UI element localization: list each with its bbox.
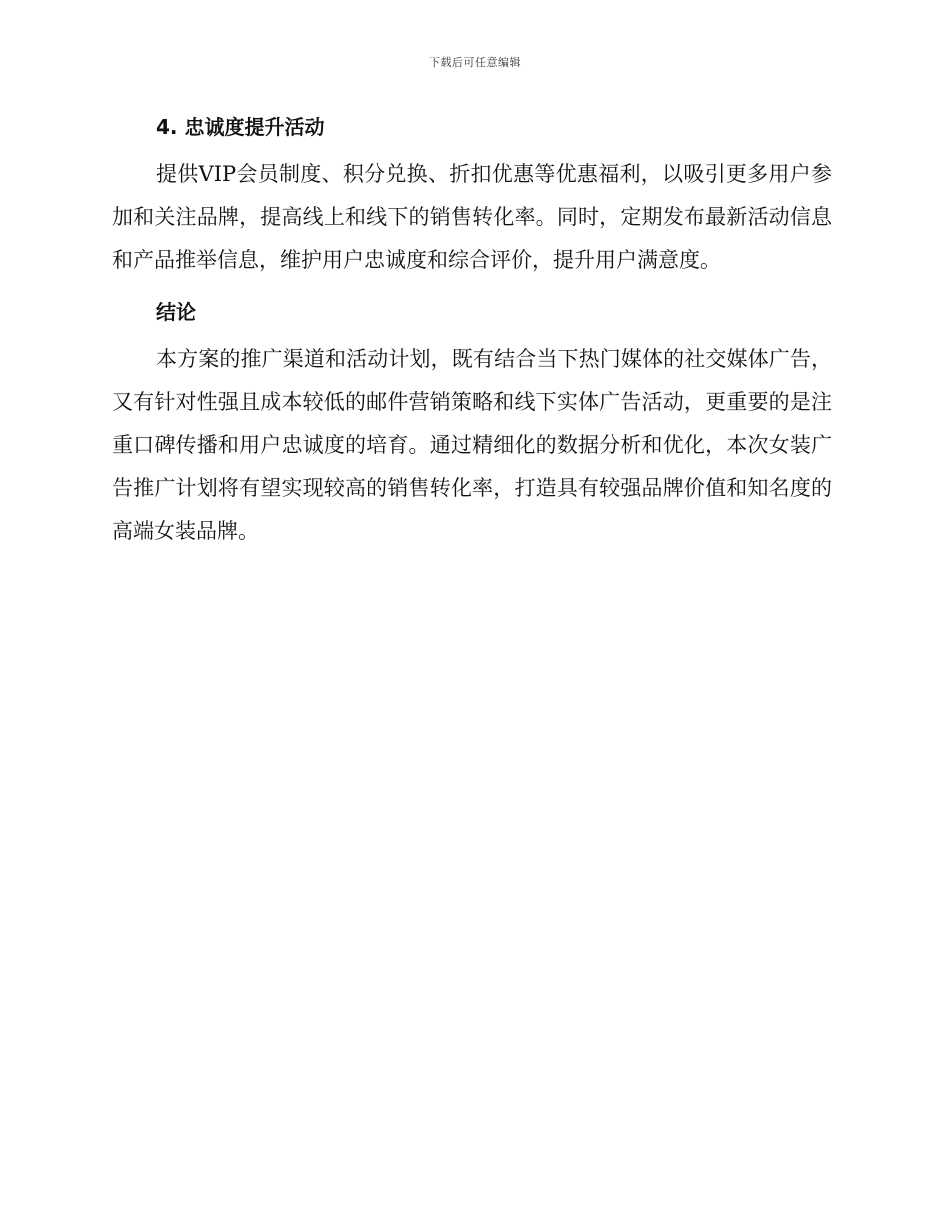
page-header-note: 下载后可任意编辑 (429, 56, 521, 69)
section-paragraph-loyalty: 提供VIP会员制度、积分兑换、折扣优惠等优惠福利，以吸引更多用户参加和关注品牌，提高线上和线下的销售转化率。同时，定期发布最新活动信息和产品推举信息，维护用户忠诚度和综合评价，提升用户满意度。 (112, 162, 832, 272)
document-body (112, 112, 832, 553)
section-paragraph-conclusion: 本方案的推广渠道和活动计划，既有结合当下热门媒体的社交媒体广告，又有针对性强且成本较低的邮件营销策略和线下实体广告活动，更重要的是注重口碑传播和用户忠诚度的培育。通过精细化的数据分析和优化，本次女装广告推广计划将有望实现较高的销售转化率，打造具有较强品牌价值和知名度的高端女装品牌。 (112, 347, 832, 543)
section-heading-loyalty: 4. 忠诚度提升活动 (156, 115, 325, 139)
section-heading-conclusion: 结论 (156, 300, 196, 324)
